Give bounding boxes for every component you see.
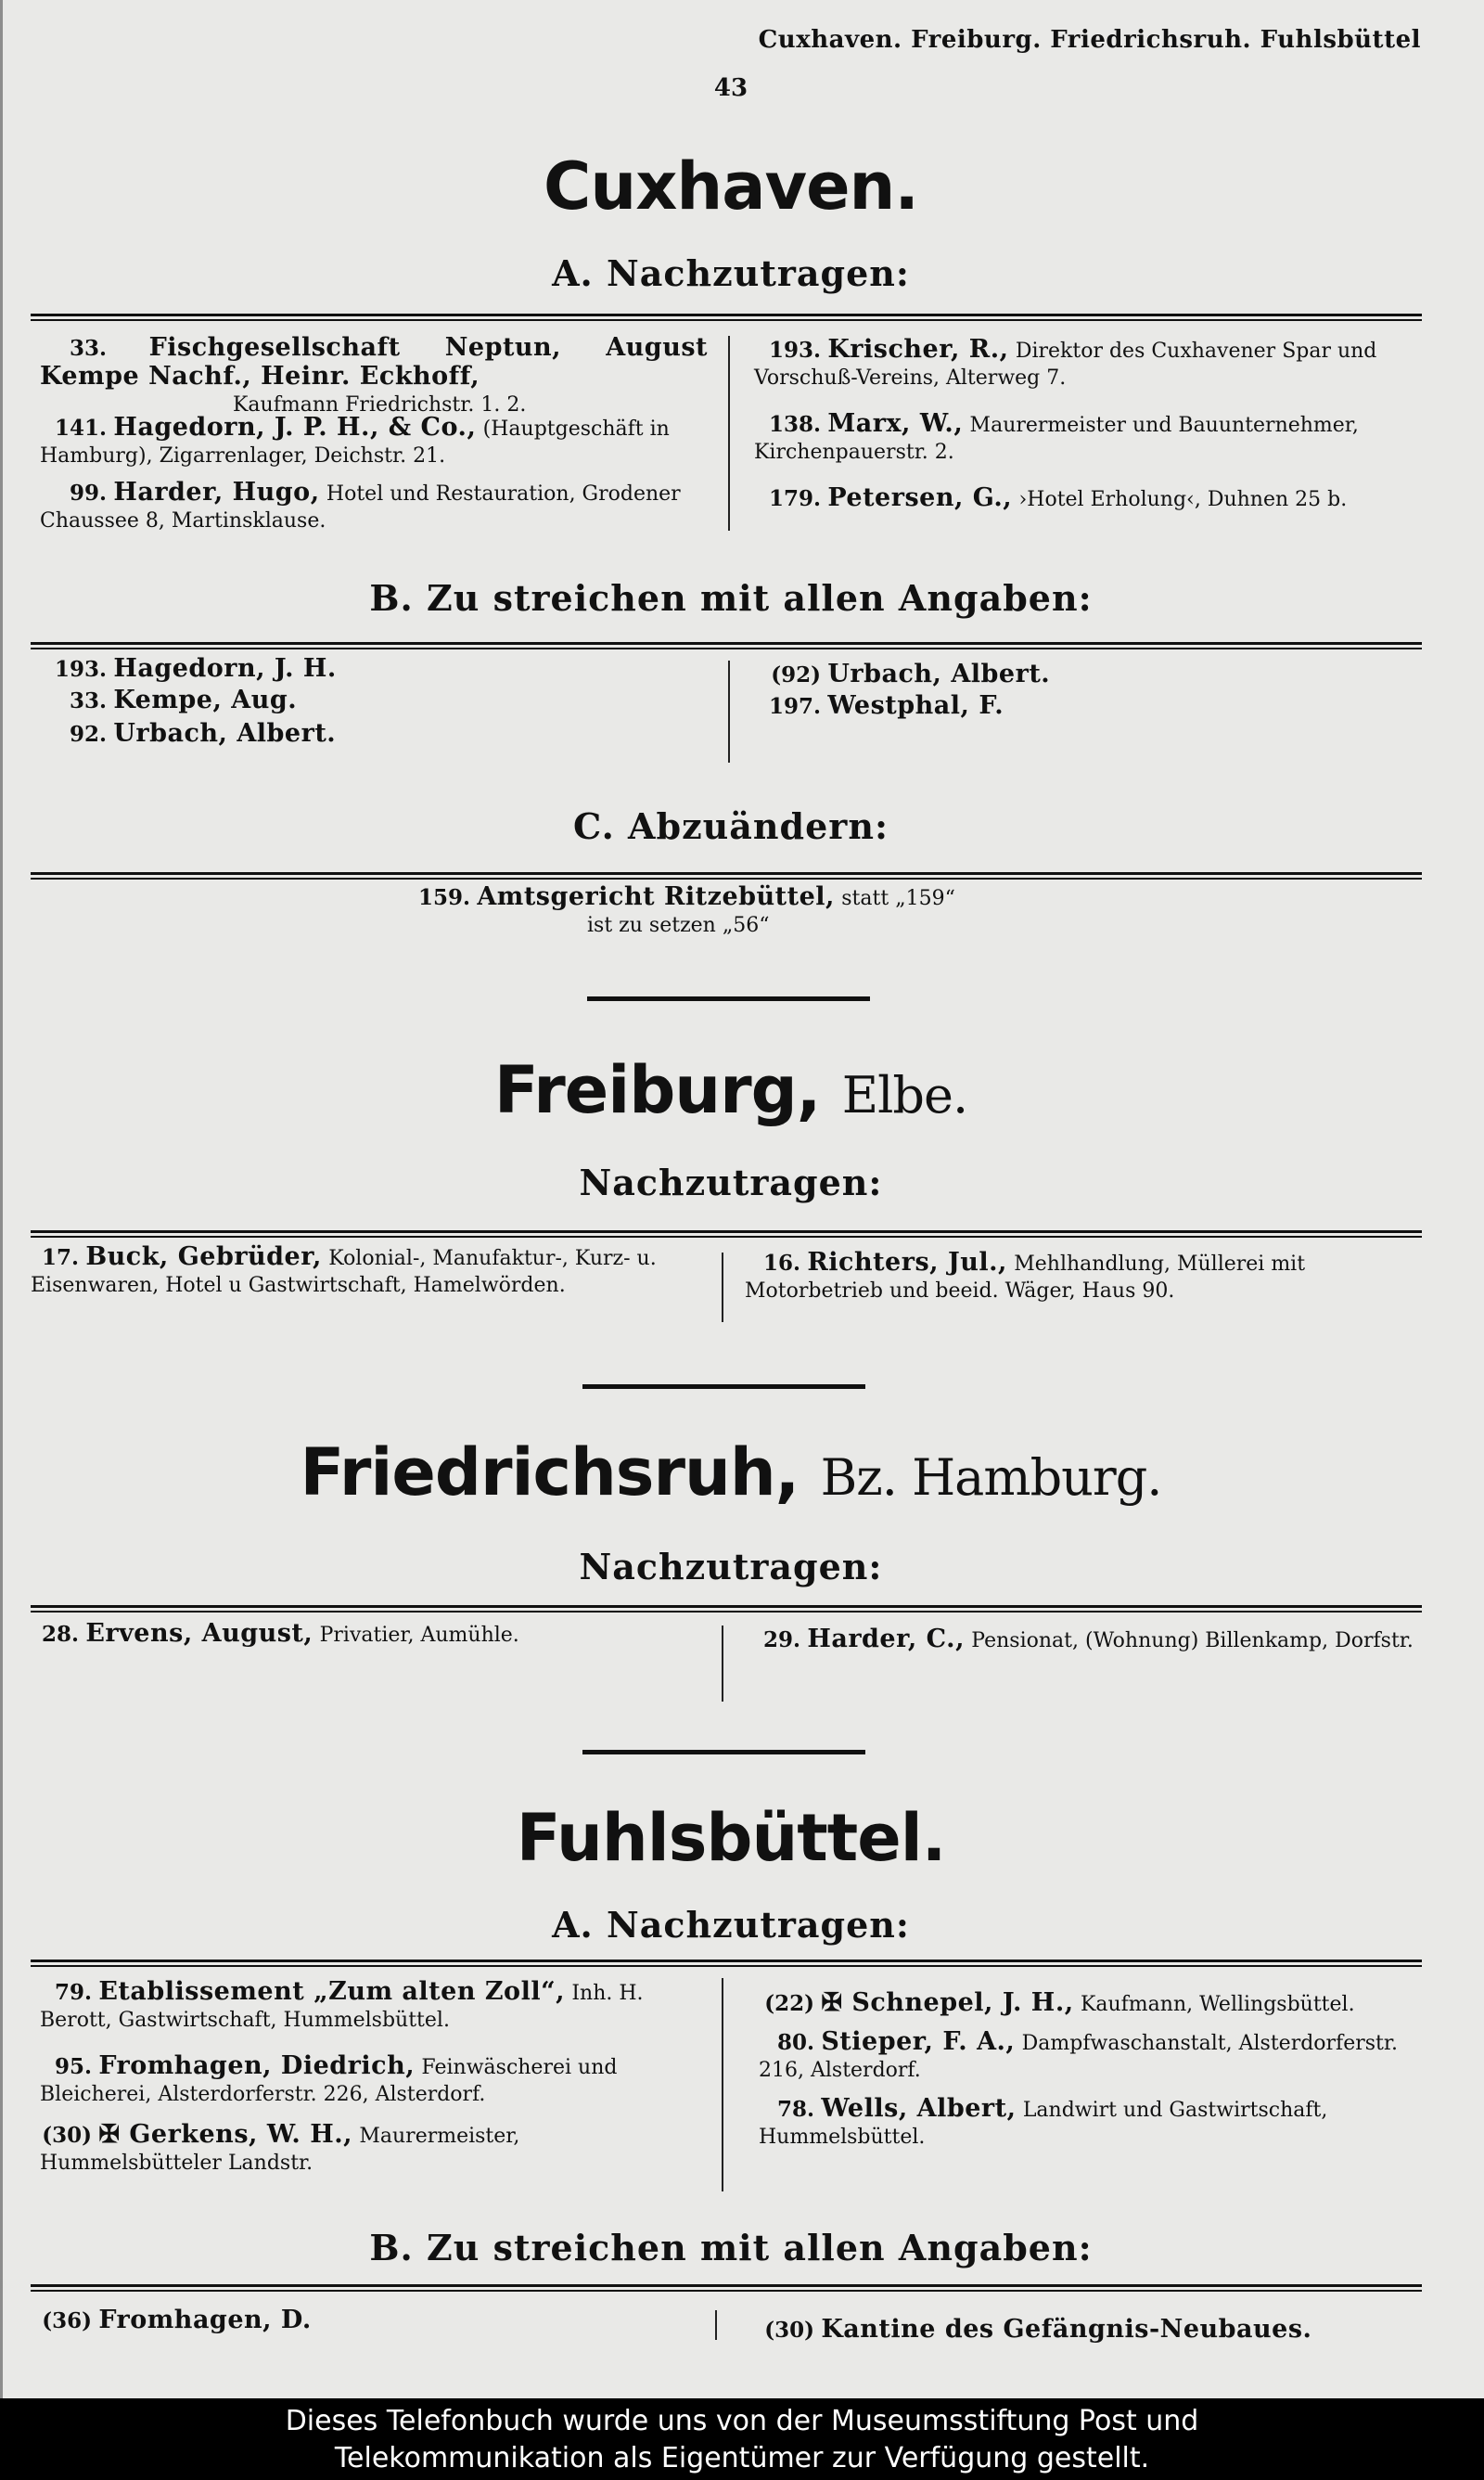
entry-name: Buck, Gebrüder,: [85, 1242, 322, 1271]
list-item: [745, 1625, 1422, 1654]
entry-name: Harder, C.,: [807, 1625, 965, 1653]
entry-detail-line2: ist zu setzen „56“: [587, 914, 770, 937]
entry-number: (30): [764, 2318, 814, 2343]
entry-number: 16.: [762, 1251, 800, 1276]
attribution-footer: [0, 2398, 1484, 2480]
entry-name: Urbach, Albert.: [113, 719, 337, 748]
entry-number: 92.: [69, 722, 107, 747]
entry-name: Fischgesellschaft Neptun, August Kempe Nachf., Heinr. Eckhoff,: [40, 333, 708, 391]
entry-name: Fromhagen, D.: [98, 2306, 312, 2334]
city-name: Friedrichsruh,: [300, 1434, 800, 1510]
entry-detail: ›Hotel Erholung‹, Duhnen 25 b.: [1018, 488, 1348, 511]
column-divider: [715, 2310, 717, 2340]
entry-number: 33.: [69, 336, 107, 361]
city-title-cuxhaven: Cuxhaven.: [544, 148, 918, 225]
list-item: [754, 410, 1422, 466]
entry-number: 179.: [768, 486, 821, 511]
entry-detail: Inh. H. Berott, Gastwirtschaft, Hummelsbüttel.: [40, 1982, 644, 2032]
entry-name: Stieper, F. A.,: [821, 2027, 1016, 2056]
section-a-heading-fuhlsbuettel: A. Nachzutragen:: [552, 1904, 910, 1946]
entry-number: 78.: [776, 2097, 814, 2122]
entry-name: ✠ Gerkens, W. H.,: [98, 2120, 353, 2149]
column-divider: [728, 661, 730, 763]
section-b-heading-cuxhaven: B. Zu streichen mit allen Angaben:: [369, 577, 1093, 619]
city-separator: [582, 1384, 865, 1389]
city-separator: [587, 996, 870, 1001]
section-rule: [31, 314, 1422, 321]
entry-name: Kempe, Aug.: [113, 686, 298, 714]
column-divider: [728, 336, 730, 531]
entry-number: (30): [42, 2123, 92, 2148]
section-rule: [31, 872, 1422, 880]
list-item: [40, 720, 708, 749]
entry-name: Westphal, F.: [827, 691, 1004, 720]
entry-detail: Kaufmann Friedrichstr. 1. 2.: [233, 393, 527, 417]
entry-number: 197.: [768, 694, 821, 719]
section-c-heading-cuxhaven: C. Abzuändern:: [573, 805, 889, 847]
entry-detail: Privatier, Aumühle.: [319, 1624, 519, 1647]
list-item: [754, 336, 1422, 392]
section-rule: [31, 1960, 1422, 1967]
footer-line-1: Dieses Telefonbuch wurde uns von der Museumsstiftung Post und: [285, 2405, 1199, 2437]
entry-detail: statt „159“: [841, 887, 955, 910]
entry-name: Hagedorn, J. H.: [113, 654, 337, 683]
entry-detail: Pensionat, (Wohnung) Billenkamp, Dorfstr.: [971, 1629, 1414, 1652]
entry-number: 193.: [54, 657, 107, 682]
running-header: Cuxhaven. Freiburg. Friedrichsruh. Fuhlsbüttel: [758, 26, 1421, 54]
section-rule: [31, 1230, 1422, 1238]
entry-name: Hagedorn, J. P. H., & Co.,: [113, 413, 477, 442]
entry-name: Etablissement „Zum alten Zoll“,: [98, 1977, 566, 2006]
entry-number: 29.: [762, 1627, 800, 1652]
entry-number: 95.: [54, 2054, 92, 2079]
entry-detail: Mehlhandlung, Müllerei mit Motorbetrieb und beeid. Wäger, Haus 90.: [745, 1253, 1306, 1303]
entry-number: (36): [42, 2308, 92, 2333]
column-divider: [722, 1625, 723, 1702]
city-title-friedrichsruh: [3, 1434, 1459, 1510]
list-item: [40, 2307, 689, 2335]
city-name: Freiburg,: [493, 1052, 821, 1128]
city-title-freiburg: [3, 1052, 1459, 1128]
entry-detail: Landwirt und Gastwirtschaft, Hummelsbüttel.: [759, 2099, 1328, 2149]
list-item: [40, 334, 708, 418]
footer-line-2: Telekommunikation als Eigentümer zur Verfügung gestellt.: [334, 2442, 1150, 2474]
list-item: [411, 883, 1116, 939]
section-heading-friedrichsruh: Nachzutragen:: [579, 1546, 883, 1587]
column-divider: [722, 1253, 723, 1322]
entry-name: Amtsgericht Ritzebüttel,: [477, 882, 835, 911]
section-a-heading-cuxhaven: A. Nachzutragen:: [552, 252, 910, 294]
entry-number: (22): [764, 1991, 814, 2016]
section-rule: [31, 642, 1422, 649]
list-item: [40, 687, 708, 715]
section-rule: [31, 2284, 1422, 2292]
city-separator: [582, 1750, 865, 1754]
entry-name: Petersen, G.,: [827, 483, 1013, 512]
list-item: [40, 1978, 703, 2034]
list-item: [759, 2316, 1422, 2345]
entry-number: (92): [771, 662, 821, 687]
list-item: [759, 2028, 1422, 2084]
entry-number: 17.: [41, 1245, 79, 1270]
entry-name: Urbach, Albert.: [827, 660, 1051, 688]
entry-number: 80.: [776, 2030, 814, 2055]
list-item: [759, 2095, 1422, 2151]
entry-name: Kantine des Gefängnis-Neubaues.: [821, 2315, 1312, 2344]
entry-name: Marx, W.,: [827, 409, 964, 438]
entry-name: Ervens, August,: [85, 1619, 313, 1648]
list-item: [40, 655, 708, 684]
entry-number: 138.: [768, 412, 821, 437]
city-subtitle: Elbe.: [841, 1066, 968, 1124]
entry-name: Richters, Jul.,: [807, 1248, 1007, 1277]
entry-number: 99.: [69, 481, 107, 506]
list-item: [759, 1989, 1422, 2018]
list-item: [40, 414, 708, 469]
page-number: 43: [713, 74, 748, 102]
entry-name: ✠ Schnepel, J. H.,: [821, 1988, 1074, 2017]
entry-number: 193.: [768, 338, 821, 363]
entry-detail: Maurermeister und Bauunternehmer, Kirchenpauerstr. 2.: [754, 414, 1359, 464]
list-item: [31, 1620, 708, 1649]
list-item: [745, 1249, 1422, 1304]
entry-number: 28.: [41, 1622, 79, 1647]
entry-number: 159.: [417, 885, 470, 910]
entry-detail: Dampfwaschanstalt, Alsterdorferstr. 216, Alsterdorf.: [759, 2032, 1398, 2082]
city-subtitle: Bz. Hamburg.: [820, 1448, 1162, 1507]
list-item: [40, 2052, 703, 2108]
section-b-heading-fuhlsbuettel: B. Zu streichen mit allen Angaben:: [369, 2227, 1093, 2268]
list-item: [754, 484, 1422, 513]
entry-number: 33.: [69, 688, 107, 713]
list-item: [754, 692, 1422, 721]
entry-detail: Feinwäscherei und Bleicherei, Alsterdorferstr. 226, Alsterdorf.: [40, 2056, 618, 2106]
list-item: [40, 479, 708, 534]
entry-number: 79.: [54, 1980, 92, 2005]
entry-name: Harder, Hugo,: [113, 478, 320, 507]
entry-number: 141.: [54, 416, 107, 441]
entry-name: Wells, Albert,: [821, 2094, 1017, 2123]
entry-detail: Direktor des Cuxhavener Spar und Vorschuß-Vereins, Alterweg 7.: [754, 340, 1377, 390]
entry-name: Fromhagen, Diedrich,: [98, 2051, 416, 2080]
list-item: [40, 2121, 703, 2177]
list-item: [31, 1243, 708, 1299]
section-heading-freiburg: Nachzutragen:: [579, 1162, 883, 1203]
entry-detail: Hotel und Restauration, Grodener Chaussee 8, Martinsklause.: [40, 482, 681, 533]
column-divider: [722, 1978, 723, 2191]
city-title-fuhlsbuettel: Fuhlsbüttel.: [516, 1800, 946, 1876]
entry-detail: (Hauptgeschäft in Hamburg), Zigarrenlager, Deichstr. 21.: [40, 418, 670, 468]
entry-name: Krischer, R.,: [827, 335, 1009, 364]
entry-detail: Kaufmann, Wellingsbüttel.: [1080, 1993, 1355, 2016]
entry-detail: Maurermeister, Hummelsbütteler Landstr.: [40, 2125, 520, 2175]
list-item: [754, 661, 1422, 689]
entry-detail: Kolonial-, Manufaktur-, Kurz- u. Eisenwaren, Hotel u Gastwirtschaft, Hamelwörden.: [31, 1247, 657, 1297]
section-rule: [31, 1605, 1422, 1613]
